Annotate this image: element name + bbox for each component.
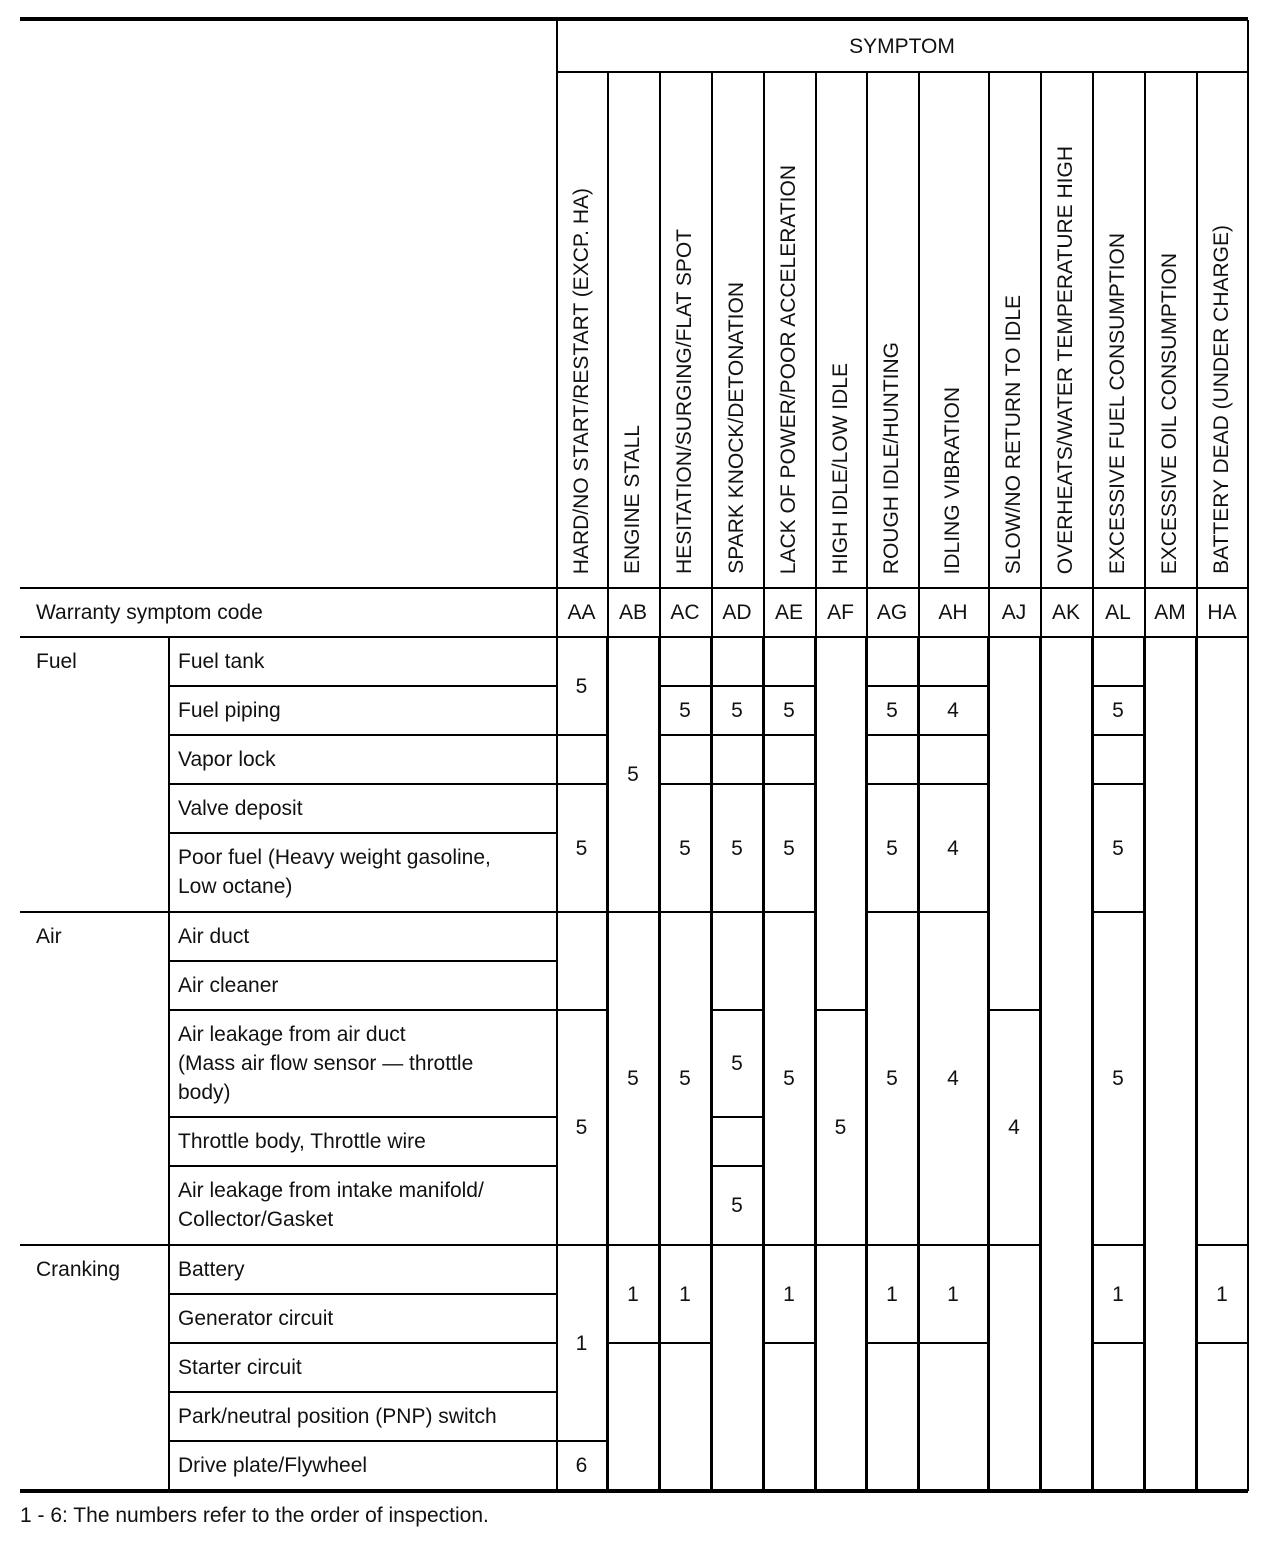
grid-line: [1196, 1244, 1249, 1246]
symptom-column-header: [988, 72, 1040, 588]
grid-line: [20, 587, 1248, 589]
grid-line: [556, 1245, 558, 1441]
grid-line: [168, 1009, 556, 1011]
inspection-order-cell: 5: [575, 836, 588, 860]
symptom-name: ENGINE STALL: [621, 425, 644, 574]
symptom-name: EXCESSIVE OIL CONSUMPTION: [1158, 252, 1181, 574]
grid-line: [1144, 636, 1197, 638]
grid-line: [866, 72, 868, 637]
grid-line: [556, 637, 558, 735]
grid-line: [815, 1489, 867, 1491]
grid-line: [711, 1165, 764, 1167]
inspection-order-cell: 5: [886, 1067, 898, 1090]
grid-line: [711, 637, 713, 686]
grid-line: [763, 911, 816, 913]
inspection-order-cell: 5: [575, 674, 588, 698]
symptom-column-header: [711, 72, 763, 588]
grid-line: [1196, 72, 1198, 637]
grid-line: [988, 1489, 1041, 1491]
grid-line: [1144, 1489, 1197, 1491]
grid-line: [1040, 636, 1093, 638]
grid-line: [918, 1245, 920, 1343]
warranty-code: AG: [876, 601, 908, 624]
grid-line: [866, 1244, 919, 1246]
inspection-order-cell: 4: [947, 836, 959, 860]
grid-line: [168, 1244, 556, 1246]
grid-line: [918, 734, 989, 736]
inspection-order-cell: 5: [731, 699, 743, 722]
grid-line: [866, 734, 919, 736]
grid-line: [556, 734, 608, 736]
symptom-column-header: [1196, 72, 1248, 588]
item-label: Air cleaner: [178, 974, 279, 997]
grid-line: [711, 72, 713, 637]
grid-line: [918, 911, 989, 913]
grid-line: [1092, 637, 1094, 686]
inspection-order-cell: 5: [627, 763, 639, 786]
grid-line: [711, 1116, 764, 1118]
table-top-rule: [20, 17, 1248, 21]
grid-line: [607, 1342, 660, 1344]
grid-line: [866, 1342, 919, 1344]
symptom-name: SLOW/NO RETURN TO IDLE: [1002, 294, 1025, 574]
grid-line: [607, 636, 660, 638]
grid-line: [762, 1117, 764, 1166]
grid-line: [866, 685, 919, 687]
grid-line: [866, 911, 919, 913]
grid-line: [606, 735, 608, 784]
symptom-name: HESITATION/SURGING/FLAT SPOT: [673, 229, 696, 574]
inspection-order-cell: 5: [783, 1067, 795, 1090]
symptom-column-header: [815, 72, 866, 588]
grid-line: [988, 636, 1041, 638]
item-label: Fuel piping: [178, 699, 281, 722]
warranty-code: AM: [1154, 601, 1186, 624]
grid-line: [918, 1343, 920, 1490]
grid-line: [815, 1245, 817, 1490]
grid-line: [763, 734, 816, 736]
grid-line: [168, 1342, 556, 1344]
inspection-order-cell: 5: [1112, 836, 1124, 860]
grid-line: [168, 1116, 556, 1118]
inspection-order-cell: 1: [679, 1282, 691, 1306]
group-label: Cranking: [36, 1258, 121, 1281]
inspection-order-cell: 5: [886, 836, 898, 860]
grid-line: [1092, 636, 1145, 638]
grid-line: [556, 784, 558, 912]
footnote: 1 - 6: The numbers refer to the order of inspection.: [20, 1504, 489, 1527]
inspection-order-cell: 5: [1112, 699, 1124, 722]
warranty-code: HA: [1207, 601, 1237, 624]
grid-line: [1092, 685, 1145, 687]
grid-line: [168, 734, 556, 736]
grid-line: [659, 735, 661, 784]
inspection-order-cell: 1: [886, 1282, 898, 1306]
warranty-code: AF: [827, 601, 854, 624]
grid-line: [918, 686, 920, 735]
inspection-order-cell: 5: [679, 699, 691, 722]
grid-line: [659, 1245, 661, 1343]
symptom-column-header: [607, 72, 659, 588]
inspection-order-cell: 5: [834, 1116, 847, 1139]
grid-line: [763, 686, 765, 735]
grid-line: [1196, 1343, 1198, 1490]
grid-line: [918, 1489, 989, 1491]
grid-line: [607, 1245, 609, 1343]
item-label: Throttle body, Throttle wire: [178, 1130, 426, 1153]
grid-line: [659, 734, 712, 736]
grid-line: [711, 1166, 713, 1245]
symptom-name: HIGH IDLE/LOW IDLE: [828, 362, 852, 574]
grid-line: [1144, 72, 1146, 637]
grid-line: [1196, 637, 1198, 1245]
item-label: Air leakage from air duct (Mass air flow sensor — throttle body): [178, 1023, 474, 1104]
grid-line: [168, 685, 556, 687]
grid-line: [763, 783, 816, 785]
grid-line: [1040, 637, 1042, 1490]
warranty-code-row-label: Warranty symptom code: [36, 601, 263, 624]
grid-line: [659, 1342, 712, 1344]
symptom-name: HARD/NO START/RESTART (EXCP. HA): [569, 187, 593, 574]
grid-line: [659, 1489, 712, 1491]
grid-line: [659, 783, 712, 785]
grid-line: [556, 1489, 608, 1491]
grid-line: [988, 1010, 990, 1245]
grid-line: [659, 72, 661, 637]
grid-line: [918, 783, 989, 785]
grid-line: [711, 1489, 764, 1491]
grid-line: [1144, 637, 1146, 1490]
symptom-column-header: [763, 72, 815, 588]
grid-line: [1247, 1245, 1249, 1343]
inspection-order-cell: 5: [731, 836, 743, 860]
grid-line: [711, 636, 764, 638]
inspection-order-cell: 5: [731, 1194, 743, 1217]
grid-line: [918, 735, 920, 784]
item-label: Vapor lock: [178, 748, 276, 771]
item-label: Generator circuit: [178, 1307, 334, 1330]
grid-line: [866, 1343, 868, 1490]
grid-line: [711, 1244, 764, 1246]
item-label: Park/neutral position (PNP) switch: [178, 1405, 497, 1428]
inspection-order-cell: 5: [731, 1052, 743, 1075]
grid-line: [1196, 636, 1249, 638]
grid-line: [659, 912, 661, 1245]
inspection-order-cell: 5: [627, 1067, 639, 1090]
inspection-order-cell: 5: [575, 1116, 588, 1139]
grid-line: [556, 735, 558, 784]
inspection-order-cell: 1: [947, 1282, 959, 1306]
grid-line: [711, 1010, 713, 1117]
grid-line: [556, 1009, 608, 1011]
grid-line: [711, 735, 713, 784]
symptom-header: SYMPTOM: [849, 34, 955, 58]
grid-line: [763, 1244, 816, 1246]
grid-line: [763, 685, 816, 687]
symptom-column-header: [1144, 72, 1196, 588]
grid-line: [168, 832, 556, 834]
grid-line: [1092, 734, 1145, 736]
grid-line: [1092, 1244, 1145, 1246]
grid-line: [556, 911, 608, 913]
warranty-code: AJ: [1001, 601, 1027, 624]
symptom-column-header: [556, 72, 607, 588]
grid-line: [1196, 1489, 1249, 1491]
grid-line: [866, 636, 919, 638]
grid-line: [1247, 637, 1249, 1245]
grid-line: [988, 1245, 990, 1490]
grid-line: [763, 637, 765, 686]
inspection-order-cell: 5: [1112, 1067, 1124, 1090]
grid-line: [815, 637, 817, 1010]
grid-line: [918, 1342, 989, 1344]
grid-line: [556, 912, 558, 1010]
inspection-order-cell: 4: [947, 1067, 959, 1090]
inspection-order-cell: 1: [1112, 1282, 1124, 1306]
grid-line: [918, 784, 920, 912]
warranty-code: AK: [1051, 601, 1080, 624]
grid-line: [815, 1010, 817, 1245]
grid-line: [988, 1009, 1041, 1011]
grid-line: [659, 784, 661, 912]
inspection-order-cell: 1: [575, 1331, 588, 1355]
grid-line: [168, 1440, 556, 1442]
grid-line: [1040, 72, 1042, 637]
grid-line: [1040, 1489, 1093, 1491]
inspection-order-cell: 1: [627, 1282, 639, 1306]
symptom-column-header: [1040, 72, 1092, 588]
grid-line: [988, 72, 990, 637]
grid-line: [1092, 1489, 1145, 1491]
grid-line: [815, 1244, 867, 1246]
grid-line: [763, 72, 765, 637]
grid-line: [865, 637, 867, 1010]
grid-line: [659, 911, 712, 913]
warranty-code: AH: [938, 601, 968, 624]
item-label: Fuel tank: [178, 650, 265, 673]
grid-line: [711, 685, 764, 687]
inspection-order-cell: 1: [783, 1282, 795, 1306]
grid-line: [988, 1244, 1041, 1246]
grid-line: [168, 637, 170, 1490]
grid-line: [815, 1009, 867, 1011]
inspection-order-cell: 5: [679, 836, 691, 860]
grid-line: [866, 637, 868, 686]
symptom-name: ROUGH IDLE/HUNTING: [880, 341, 903, 574]
inspection-order-cell: 1: [1216, 1282, 1228, 1306]
inspection-order-cell: 4: [947, 699, 959, 722]
grid-line: [659, 1343, 661, 1490]
grid-line: [168, 1165, 556, 1167]
grid-line: [606, 912, 608, 1010]
grid-line: [711, 912, 713, 1010]
item-label: Starter circuit: [178, 1356, 302, 1379]
grid-line: [711, 686, 713, 735]
item-label: Air duct: [178, 925, 250, 948]
grid-line: [711, 1117, 713, 1166]
symptom-name: OVERHEATS/WATER TEMPERATURE HIGH: [1054, 145, 1077, 574]
group-label: Fuel: [36, 650, 77, 673]
inspection-order-cell: 4: [1008, 1116, 1020, 1139]
item-label: Drive plate/Flywheel: [178, 1454, 368, 1477]
symptom-name: EXCESSIVE FUEL CONSUMPTION: [1106, 232, 1129, 574]
warranty-code: AA: [567, 601, 596, 624]
grid-line: [607, 1489, 660, 1491]
symptom-name: IDLING VIBRATION: [941, 386, 964, 574]
grid-line: [168, 1293, 556, 1295]
symptom-name: BATTERY DEAD (UNDER CHARGE): [1210, 225, 1233, 574]
grid-line: [607, 1343, 609, 1490]
grid-line: [1092, 72, 1094, 637]
grid-line: [762, 912, 764, 1010]
symptom-name: SPARK KNOCK/DETONATION: [725, 282, 748, 574]
grid-line: [556, 1441, 558, 1490]
grid-line: [918, 637, 920, 686]
grid-line: [607, 72, 609, 637]
grid-line: [711, 734, 764, 736]
grid-line: [711, 1009, 764, 1011]
grid-line: [659, 637, 661, 686]
grid-line: [711, 783, 764, 785]
grid-line: [168, 960, 556, 962]
grid-line: [1092, 1343, 1094, 1490]
grid-line: [1092, 783, 1145, 785]
grid-line: [1092, 1342, 1145, 1344]
grid-line: [556, 783, 608, 785]
grid-line: [711, 911, 764, 913]
grid-line: [763, 784, 765, 912]
grid-line: [556, 1010, 558, 1245]
inspection-order-cell: 5: [886, 699, 898, 722]
grid-line: [711, 784, 713, 912]
grid-line: [918, 912, 920, 1245]
grid-line: [607, 911, 660, 913]
grid-line: [866, 1489, 919, 1491]
grid-line: [918, 636, 989, 638]
inspection-order-cell: 6: [575, 1454, 588, 1477]
grid-line: [556, 1244, 608, 1246]
grid-line: [168, 1391, 556, 1393]
symptom-column-header: [659, 72, 711, 588]
inspection-order-cell: 5: [783, 699, 795, 722]
grid-line: [556, 636, 608, 638]
warranty-code: AL: [1105, 601, 1131, 624]
warranty-code: AE: [774, 601, 803, 624]
grid-line: [168, 911, 556, 913]
grid-line: [659, 1244, 712, 1246]
grid-line: [1092, 911, 1145, 913]
item-label: Valve deposit: [178, 797, 303, 820]
grid-line: [1092, 735, 1094, 784]
grid-line: [918, 1244, 989, 1246]
symptom-name: LACK OF POWER/POOR ACCELERATION: [777, 164, 800, 574]
inspection-order-cell: 5: [783, 836, 795, 860]
grid-line: [1196, 1342, 1249, 1344]
grid-line: [1247, 1343, 1249, 1490]
grid-line: [866, 735, 868, 784]
item-label: Air leakage from intake manifold/ Collector/Gasket: [178, 1179, 484, 1231]
grid-line: [815, 636, 867, 638]
inspection-order-cell: 5: [679, 1067, 691, 1090]
symptom-column-header: [918, 72, 988, 588]
grid-line: [659, 686, 661, 735]
grid-line: [168, 783, 556, 785]
grid-line: [918, 72, 920, 637]
grid-line: [918, 685, 989, 687]
grid-line: [815, 72, 817, 637]
grid-line: [763, 1342, 816, 1344]
warranty-code: AC: [670, 601, 700, 624]
symptom-column-header: [1092, 72, 1144, 588]
item-label: Poor fuel (Heavy weight gasoline, Low octane): [178, 846, 491, 898]
group-label: Air: [36, 925, 62, 948]
warranty-code: AB: [618, 601, 647, 624]
grid-line: [556, 1440, 608, 1442]
symptom-column-header: [866, 72, 918, 588]
grid-line: [763, 1343, 765, 1490]
grid-line: [659, 685, 712, 687]
item-label: Battery: [178, 1258, 245, 1281]
grid-line: [763, 735, 765, 784]
grid-line: [711, 1245, 713, 1490]
warranty-code: AD: [722, 601, 752, 624]
grid-line: [866, 783, 919, 785]
grid-line: [988, 637, 990, 1010]
grid-line: [763, 636, 816, 638]
grid-line: [659, 636, 712, 638]
grid-line: [763, 1489, 816, 1491]
grid-line: [607, 1244, 660, 1246]
